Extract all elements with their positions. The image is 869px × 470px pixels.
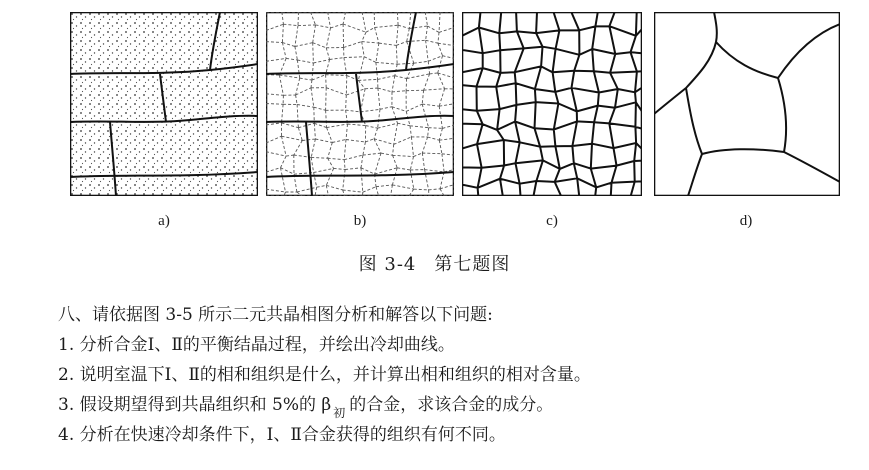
micrograph-b-drawing [266,12,454,196]
figure-title: 第七题图 [434,254,511,275]
micrograph-panel-a [70,12,258,196]
micrograph-a-drawing [70,12,258,196]
micrograph-panel-d [654,12,842,196]
question-heading: 八、请依据图 3-5 所示二元共晶相图分析和解答以下问题: [58,305,493,325]
panel-label-d: d) [739,213,753,229]
micrograph-d-drawing [654,12,840,196]
question-item-3 [58,390,858,420]
question-block [58,300,858,450]
question-item-2: 2. 说明室温下Ⅰ、Ⅱ的相和组织是什么，并计算出相和组织的相对含量。 [58,365,591,385]
question-item-3-pre: 3. 假设期望得到共晶组织和 5%的 β [58,395,332,415]
question-item-3-subscript: 初 [333,406,346,420]
figure-number: 图 3-4 [358,254,417,275]
panel-label-c: c) [546,213,558,229]
question-item-4: 4. 分析在快速冷却条件下，Ⅰ、Ⅱ合金获得的组织有何不同。 [58,425,506,445]
figure-caption [0,250,869,276]
micrograph-panel-b [266,12,454,196]
question-item-1: 1. 分析合金Ⅰ、Ⅱ的平衡结晶过程，并绘出冷却曲线。 [58,335,455,355]
panel-label-a: a) [158,213,170,229]
question-item-3-post: 的合金，求该合金的成分。 [349,395,554,415]
micrograph-panel-c [462,12,650,196]
panel-label-b: b) [353,213,367,229]
micrograph-c-drawing [462,12,642,196]
